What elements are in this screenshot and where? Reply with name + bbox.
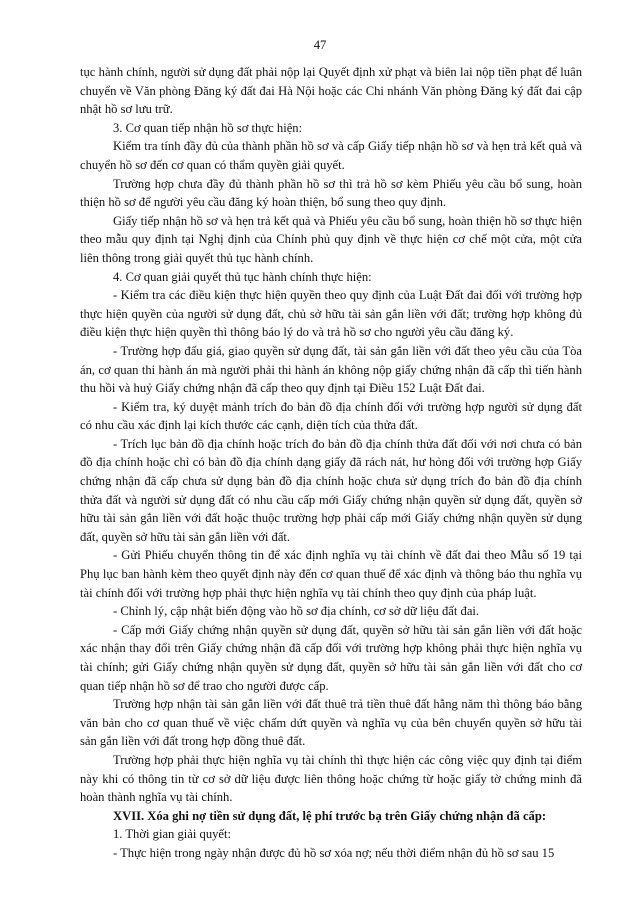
section-item: 4. Cơ quan giải quyết thủ tục hành chính thực hiện:	[113, 269, 372, 284]
bullet-paragraph: - Kiểm tra, ký duyệt mảnh trích đo bản đồ địa chính đối với trường hợp người sử dụng đất có nhu cầu xác định lại kích thước các cạnh, diện tích của thửa đất.	[80, 399, 582, 433]
bullet-paragraph: - Kiểm tra các điều kiện thực hiện quyền theo quy định của Luật Đất đai đối với trường hợp thực hiện quyền của người sử dụng đất, chủ sở hữu tài sản gắn liền với đất; trường hợp không đủ điều kiện thực hiện quyền thì thông báo lý do và trả hồ sơ cho người yêu cầu đăng ký.	[80, 288, 582, 340]
bullet-paragraph: - Cấp mới Giấy chứng nhận quyền sử dụng đất, quyền sở hữu tài sản gắn liền với đất hoặc xác nhận thay đổi trên Giấy chứng nhận đã cấp đối với trường hợp không phải thực hiện nghĩa vụ tài chính; gửi Giấy chứng nhận quyền sử dụng đất, quyền sở hữu tài sản gắn liền với đất cho cơ quan tiếp nhận hồ sơ để trao cho người được cấp.	[80, 622, 582, 693]
document-body	[80, 63, 582, 863]
bullet-paragraph: - Trích lục bản đồ địa chính hoặc trích đo bản đồ địa chính thửa đất đối với nơi chưa có bản đồ địa chính hoặc chỉ có bản đồ địa chính dạng giấy đã rách nát, hư hỏng đối với trường hợp Giấy chứng nhận đã cấp chưa sử dụng bản đồ địa chính hoặc chưa sử dụng trích đo bản đồ địa chính thửa đất và người sử dụng đất có nhu cầu cấp mới Giấy chứng nhận quyền sử dụng đất, quyền sở hữu tài sản gắn liền với đất hoặc thuộc trường hợp phải cấp mới Giấy chứng nhận quyền sử dụng đất, quyền sở hữu tài sản gắn liền với đất.	[80, 436, 582, 544]
paragraph: Trường hợp nhận tài sản gắn liền với đất thuê trả tiền thuê đất hằng năm thì thông báo bằng văn bản cho cơ quan thuế về việc chấm dứt quyền và nghĩa vụ của bên chuyển quyền sở hữu tài sản gắn liền với đất trong hợp đồng thuê đất.	[80, 697, 582, 749]
paragraph: Kiểm tra tính đầy đủ của thành phần hồ sơ và cấp Giấy tiếp nhận hồ sơ và hẹn trả kết quả và chuyển hồ sơ đến cơ quan có thẩm quyền giải quyết.	[80, 139, 582, 172]
paragraph: Trường hợp chưa đầy đủ thành phần hồ sơ thì trả hồ sơ kèm Phiếu yêu cầu bổ sung, hoàn thiện hồ sơ để người yêu cầu đăng ký hoàn thiện, bổ sung theo quy định.	[80, 176, 582, 210]
section-item: 3. Cơ quan tiếp nhận hồ sơ thực hiện:	[113, 120, 303, 135]
section-item: 1. Thời gian giải quyết:	[113, 827, 232, 842]
page-number: 47	[313, 38, 327, 52]
bullet-paragraph: - Chỉnh lý, cập nhật biến động vào hồ sơ địa chính, cơ sở dữ liệu đất đai.	[113, 604, 480, 619]
bullet-paragraph: - Trường hợp đấu giá, giao quyền sử dụng đất, tài sản gắn liền với đất theo yêu cầu của Tòa án, cơ quan thi hành án mà người phải thi hành án không nộp giấy chứng nhận đã cấp thì tiến hành thu hồi và huỷ Giấy chứng nhận đã cấp theo quy định tại Điều 152 Luật Đất đai.	[80, 343, 582, 396]
paragraph: Giấy tiếp nhận hồ sơ và hẹn trả kết quả và Phiếu yêu cầu bổ sung, hoàn thiện hồ sơ thực hiện theo mẫu quy định tại Nghị định của Chính phủ quy định về thực hiện cơ chế một cửa, một cửa liên thông trong giải quyết thủ tục hành chính.	[80, 213, 582, 265]
bullet-paragraph: - Thực hiện trong ngày nhận được đủ hồ sơ xóa nợ; nếu thời điểm nhận đủ hồ sơ sau 15	[113, 845, 555, 860]
paragraph: tục hành chính, người sử dụng đất phải nộp lại Quyết định xử phạt và biên lai nộp tiền phạt để luân chuyển về Văn phòng Đăng ký đất đai Hà Nội hoặc các Chi nhánh Văn phòng Đăng ký đất đai cập nhật hồ sơ lưu trữ.	[80, 65, 582, 117]
bullet-paragraph: - Gửi Phiếu chuyển thông tin để xác định nghĩa vụ tài chính về đất đai theo Mẫu số 19 tại Phụ lục ban hành kèm theo quyết định này đến cơ quan thuế để xác định và thông báo thu nghĩa vụ tài chính đối với trường hợp phải thực hiện nghĩa vụ tài chính theo quy định của pháp luật.	[80, 548, 582, 600]
section-heading: XVII. Xóa ghi nợ tiền sử dụng đất, lệ phí trước bạ trên Giấy chứng nhận đã cấp:	[113, 808, 547, 823]
paragraph: Trường hợp phải thực hiện nghĩa vụ tài chính thì thực hiện các công việc quy định tại điểm này khi có thông tin từ cơ sở dữ liệu được liên thông hoặc chứng từ hoặc giấy tờ chứng minh đã hoàn thành nghĩa vụ tài chính.	[80, 752, 582, 805]
